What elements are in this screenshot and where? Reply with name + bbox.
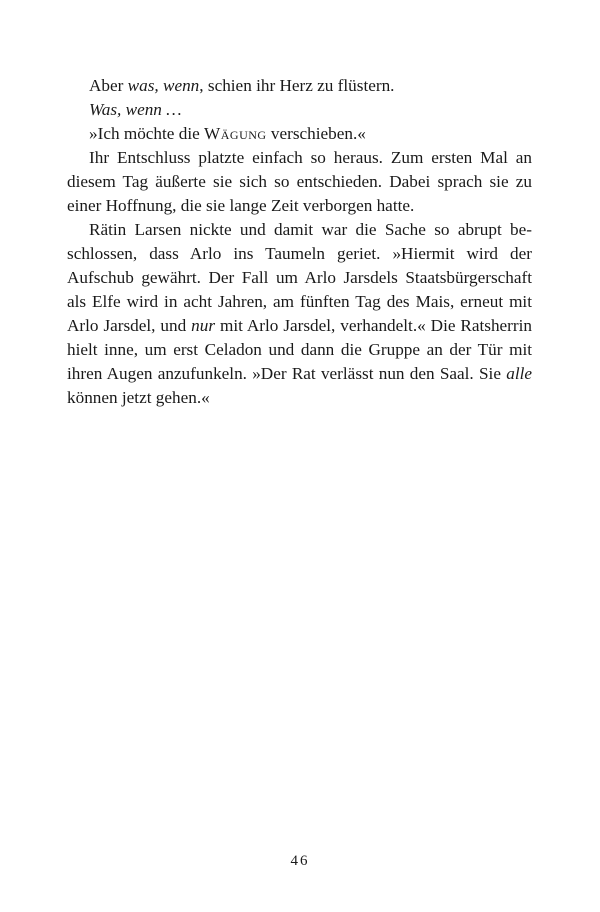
paragraph — [67, 98, 532, 122]
text-segment: Ihr Entschluss platzte einfach so heraus. Zum ersten Mal an diesem Tag äußerte sie sich so entschieden. Dabei sprach sie zu einer Hoffnung, die sie lange Zeit verborgen hatte. — [67, 148, 532, 215]
smallcaps-text: Wägung — [204, 124, 267, 143]
body-text — [67, 74, 532, 410]
italic-text: Was, wenn … — [89, 100, 182, 119]
italic-text: alle — [506, 364, 532, 383]
text-segment: verschieben.« — [266, 124, 366, 143]
text-segment: Aber — [89, 76, 128, 95]
paragraph — [67, 218, 532, 410]
italic-text: nur — [191, 316, 216, 335]
page-number: 46 — [290, 853, 310, 869]
text-segment: mit Arlo Jarsdel, verhandelt.« Die Ratsherrin hielt inne, um erst Celadon und dann die Gruppe an der Tür mit ihren Augen anzufunkeln. »Der Rat verlässt nun den Saal. Sie — [67, 316, 533, 383]
paragraph — [67, 146, 532, 218]
paragraph — [67, 74, 532, 98]
text-segment: , schien ihr Herz zu flüstern. — [199, 76, 395, 95]
paragraph — [67, 122, 532, 146]
text-segment: können jetzt gehen.« — [67, 388, 210, 407]
italic-text: was, wenn — [127, 76, 200, 95]
text-segment: Rätin Larsen nickte und damit war die Sache so abrupt beschlossen, dass Arlo ins Taumeln geriet. »Hiermit wird der Aufschub gewährt. Der Fall um Arlo Jarsdels Staatsbürgerschaft als Elfe wird in acht Jahren, am fünften Tag des Mais, erneut mit Arlo Jarsdel, und — [67, 220, 532, 335]
text-segment: »Ich möchte die — [89, 124, 205, 143]
